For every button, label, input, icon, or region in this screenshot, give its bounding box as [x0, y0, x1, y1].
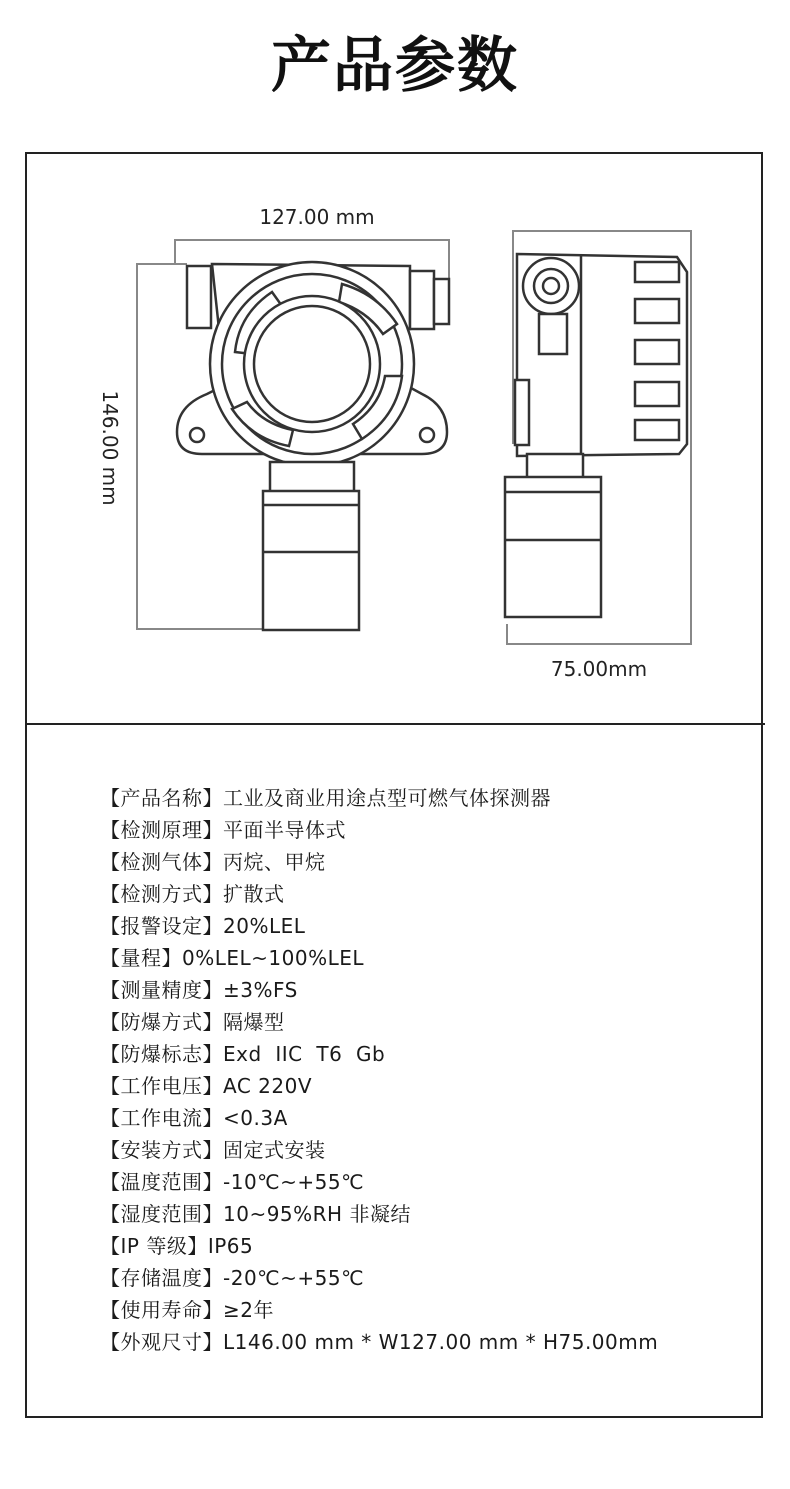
spec-row-alarm-setting: 【报警设定】20%LEL — [100, 914, 306, 938]
page-title: 产品参数 — [271, 31, 519, 101]
spec-row-range: 【量程】0%LEL~100%LEL — [100, 946, 365, 970]
spec-row-explosion-proof-mark: 【防爆标志】Exd IIC T6 Gb — [100, 1042, 386, 1066]
spec-row-detection-principle: 【检测原理】平面半导体式 — [100, 818, 346, 842]
spec-row-temperature: 【温度范围】-10℃~+55℃ — [100, 1170, 365, 1194]
spec-row-explosion-proof-type: 【防爆方式】隔爆型 — [100, 1010, 285, 1034]
spec-row-current: 【工作电流】<0.3A — [100, 1106, 288, 1130]
spec-row-service-life: 【使用寿命】≥2年 — [100, 1298, 274, 1322]
spec-row-installation: 【安装方式】固定式安装 — [100, 1138, 326, 1162]
section-divider — [25, 723, 765, 725]
dimension-drawing — [27, 154, 763, 723]
spec-list — [100, 782, 740, 1358]
spec-row-detection-method: 【检测方式】扩散式 — [100, 882, 285, 906]
spec-row-storage-temperature: 【存储温度】-20℃~+55℃ — [100, 1266, 365, 1290]
width-dimension-label: 127.00 mm — [259, 205, 375, 229]
side-view-icon — [505, 254, 687, 617]
spec-row-voltage: 【工作电压】AC 220V — [100, 1074, 313, 1098]
spec-row-ip-rating: 【IP 等级】IP65 — [100, 1234, 254, 1258]
spec-row-dimensions: 【外观尺寸】L146.00 mm * W127.00 mm * H75.00mm — [100, 1330, 659, 1354]
front-view-icon — [177, 262, 449, 630]
spec-row-detected-gas: 【检测气体】丙烷、甲烷 — [100, 850, 326, 874]
depth-dimension-label: 75.00mm — [550, 657, 648, 681]
spec-row-accuracy: 【测量精度】±3%FS — [100, 978, 298, 1002]
spec-row-humidity: 【湿度范围】10~95%RH 非凝结 — [100, 1202, 411, 1226]
spec-row-product-name: 【产品名称】工业及商业用途点型可燃气体探测器 — [100, 786, 551, 810]
height-dimension-label: 146.00 mm — [98, 390, 122, 506]
